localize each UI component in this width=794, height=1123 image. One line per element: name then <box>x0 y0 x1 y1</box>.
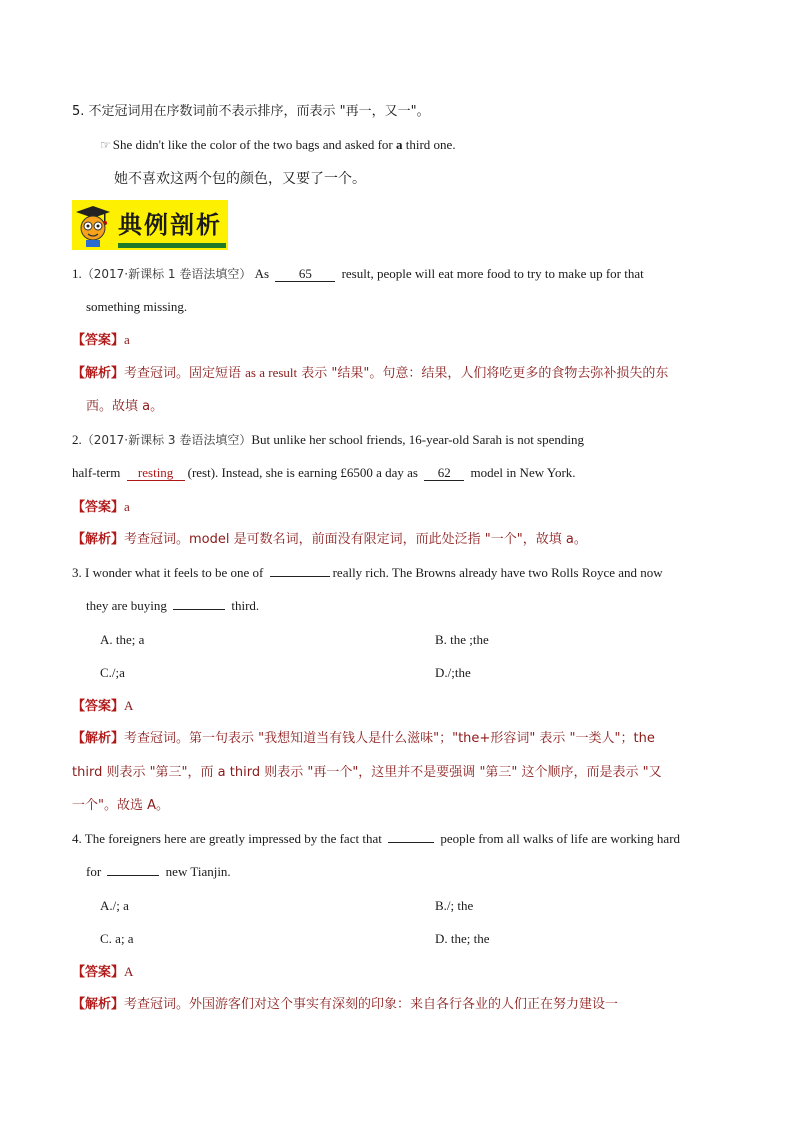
q3-blank-1 <box>270 576 330 577</box>
answer-label: 【答案】 <box>72 965 125 980</box>
q2-text: But unlike her school friends, 16-year-old Sarah is not spending <box>251 432 584 447</box>
analysis-label: 【解析】 <box>72 366 125 381</box>
q3-analysis <box>72 730 655 748</box>
example-text: She didn't like the color of the two bags and asked for <box>112 137 396 152</box>
q1-blank: 65 <box>275 266 335 282</box>
rule-5-example <box>100 136 456 154</box>
q3-analysis-line-3: 一个"。故选 A。 <box>72 798 170 813</box>
analysis-label: 【解析】 <box>72 731 125 746</box>
q3-option-d: D./;the <box>435 665 471 680</box>
q2-number: 2. <box>72 432 82 447</box>
q4-option-d: D. the; the <box>435 931 490 946</box>
pointing-hand-icon: ☞ <box>100 138 111 152</box>
q2-blank-2: 62 <box>424 465 464 481</box>
q3-option-b: B. the ;the <box>435 632 489 647</box>
q2-answer-value: a <box>124 499 130 514</box>
q1-line-2: something missing. <box>86 299 188 314</box>
q1-number: 1. <box>72 266 82 281</box>
q4-text-2: people from all walks of life are working hard <box>440 831 681 846</box>
q3-answer-value: A <box>124 698 134 713</box>
q1-text: As <box>254 266 270 281</box>
q2-line-1 <box>72 431 584 449</box>
example-bold: a <box>396 137 403 152</box>
answer-label: 【答案】 <box>72 500 125 515</box>
q2-line-2 <box>72 464 576 482</box>
q1-analysis <box>72 364 668 383</box>
answer-label: 【答案】 <box>72 333 125 348</box>
q1-analysis-text: 考查冠词。固定短语 <box>124 366 246 381</box>
q4-option-c: C. a; a <box>100 931 134 946</box>
q4-text-3: for <box>86 864 102 879</box>
q4-answer <box>72 963 133 982</box>
example-text-end: third one. <box>402 137 456 152</box>
q4-option-a: A./; a <box>100 898 129 913</box>
banner-underline <box>118 243 226 248</box>
q1-answer-value: a <box>124 332 130 347</box>
section-banner <box>72 200 228 250</box>
q1-analysis-text-2: 表示 "结果"。句意：结果，人们将吃更多的食物去弥补损失的东 <box>297 366 669 381</box>
q1-analysis-line-2: 西。故填 a。 <box>86 399 164 414</box>
q3-text-3: they are buying <box>86 598 167 613</box>
q4-line-2 <box>86 863 231 881</box>
q3-line-2 <box>86 597 259 615</box>
q3-option-a: A. the; a <box>100 632 145 647</box>
q3-analysis-text: 考查冠词。第一句表示 "我想知道当有钱人是什么滋味"；"the+形容词" 表示 "一类人"；the <box>124 731 655 746</box>
q4-answer-value: A <box>124 964 134 979</box>
analysis-label: 【解析】 <box>72 532 125 547</box>
q3-option-c: C./;a <box>100 665 125 680</box>
q1-text-cont: result, people will eat more food to try to make up for that <box>341 266 644 281</box>
q4-line-1 <box>72 830 680 848</box>
q3-blank-2 <box>173 609 225 610</box>
q2-answer <box>72 498 130 517</box>
answer-label: 【答案】 <box>72 699 125 714</box>
q2-blank-1: resting <box>127 465 185 481</box>
q4-text: 4. The foreigners here are greatly impressed by the fact that <box>72 831 382 846</box>
q2-source: （2017·新课标 3 卷语法填空） <box>81 433 252 447</box>
q4-text-4: new Tianjin. <box>165 864 231 879</box>
q1-answer <box>72 331 130 350</box>
q1-analysis-phrase: as a result <box>245 365 298 380</box>
banner-title: 典例剖析 <box>118 211 222 239</box>
rule-5-text: 5. 不定冠词用在序数词前不表示排序，而表示 "再一，又一"。 <box>72 104 430 119</box>
q2-analysis-text: 考查冠词。model 是可数名词，前面没有限定词，而此处泛指 "一个"，故填 a。 <box>124 532 587 547</box>
q2-analysis <box>72 531 587 549</box>
analysis-label: 【解析】 <box>72 997 125 1012</box>
graduate-mascot-icon <box>74 204 112 248</box>
q2-text-2: half-term <box>72 465 121 480</box>
q2-text-4: model in New York. <box>470 465 576 480</box>
q4-option-b: B./; the <box>435 898 474 913</box>
q1-source: （2017·新课标 1 卷语法填空） <box>81 267 252 281</box>
q4-analysis-text: 考查冠词。外国游客们对这个事实有深刻的印象：来自各行各业的人们正在努力建设一 <box>124 997 619 1012</box>
q2-text-3: (rest). Instead, she is earning £6500 a day as <box>187 465 418 480</box>
q3-text-4: third. <box>231 598 260 613</box>
q3-line-1 <box>72 564 663 582</box>
q3-analysis-line-2: third 则表示 "第三"，而 a third 则表示 "再一个"，这里并不是要强调 "第三" 这个顺序，而是表示 "又 <box>72 765 662 780</box>
q3-answer <box>72 697 133 716</box>
q4-blank-2 <box>107 875 159 876</box>
rule-5-translation: 她不喜欢这两个包的颜色，又要了一个。 <box>114 171 366 187</box>
q3-text-2: really rich. The Browns already have two Rolls Royce and now <box>332 565 663 580</box>
q4-analysis <box>72 996 618 1014</box>
q3-text: 3. I wonder what it feels to be one of <box>72 565 264 580</box>
q1-line-1 <box>72 265 644 283</box>
q4-blank-1 <box>388 842 434 843</box>
